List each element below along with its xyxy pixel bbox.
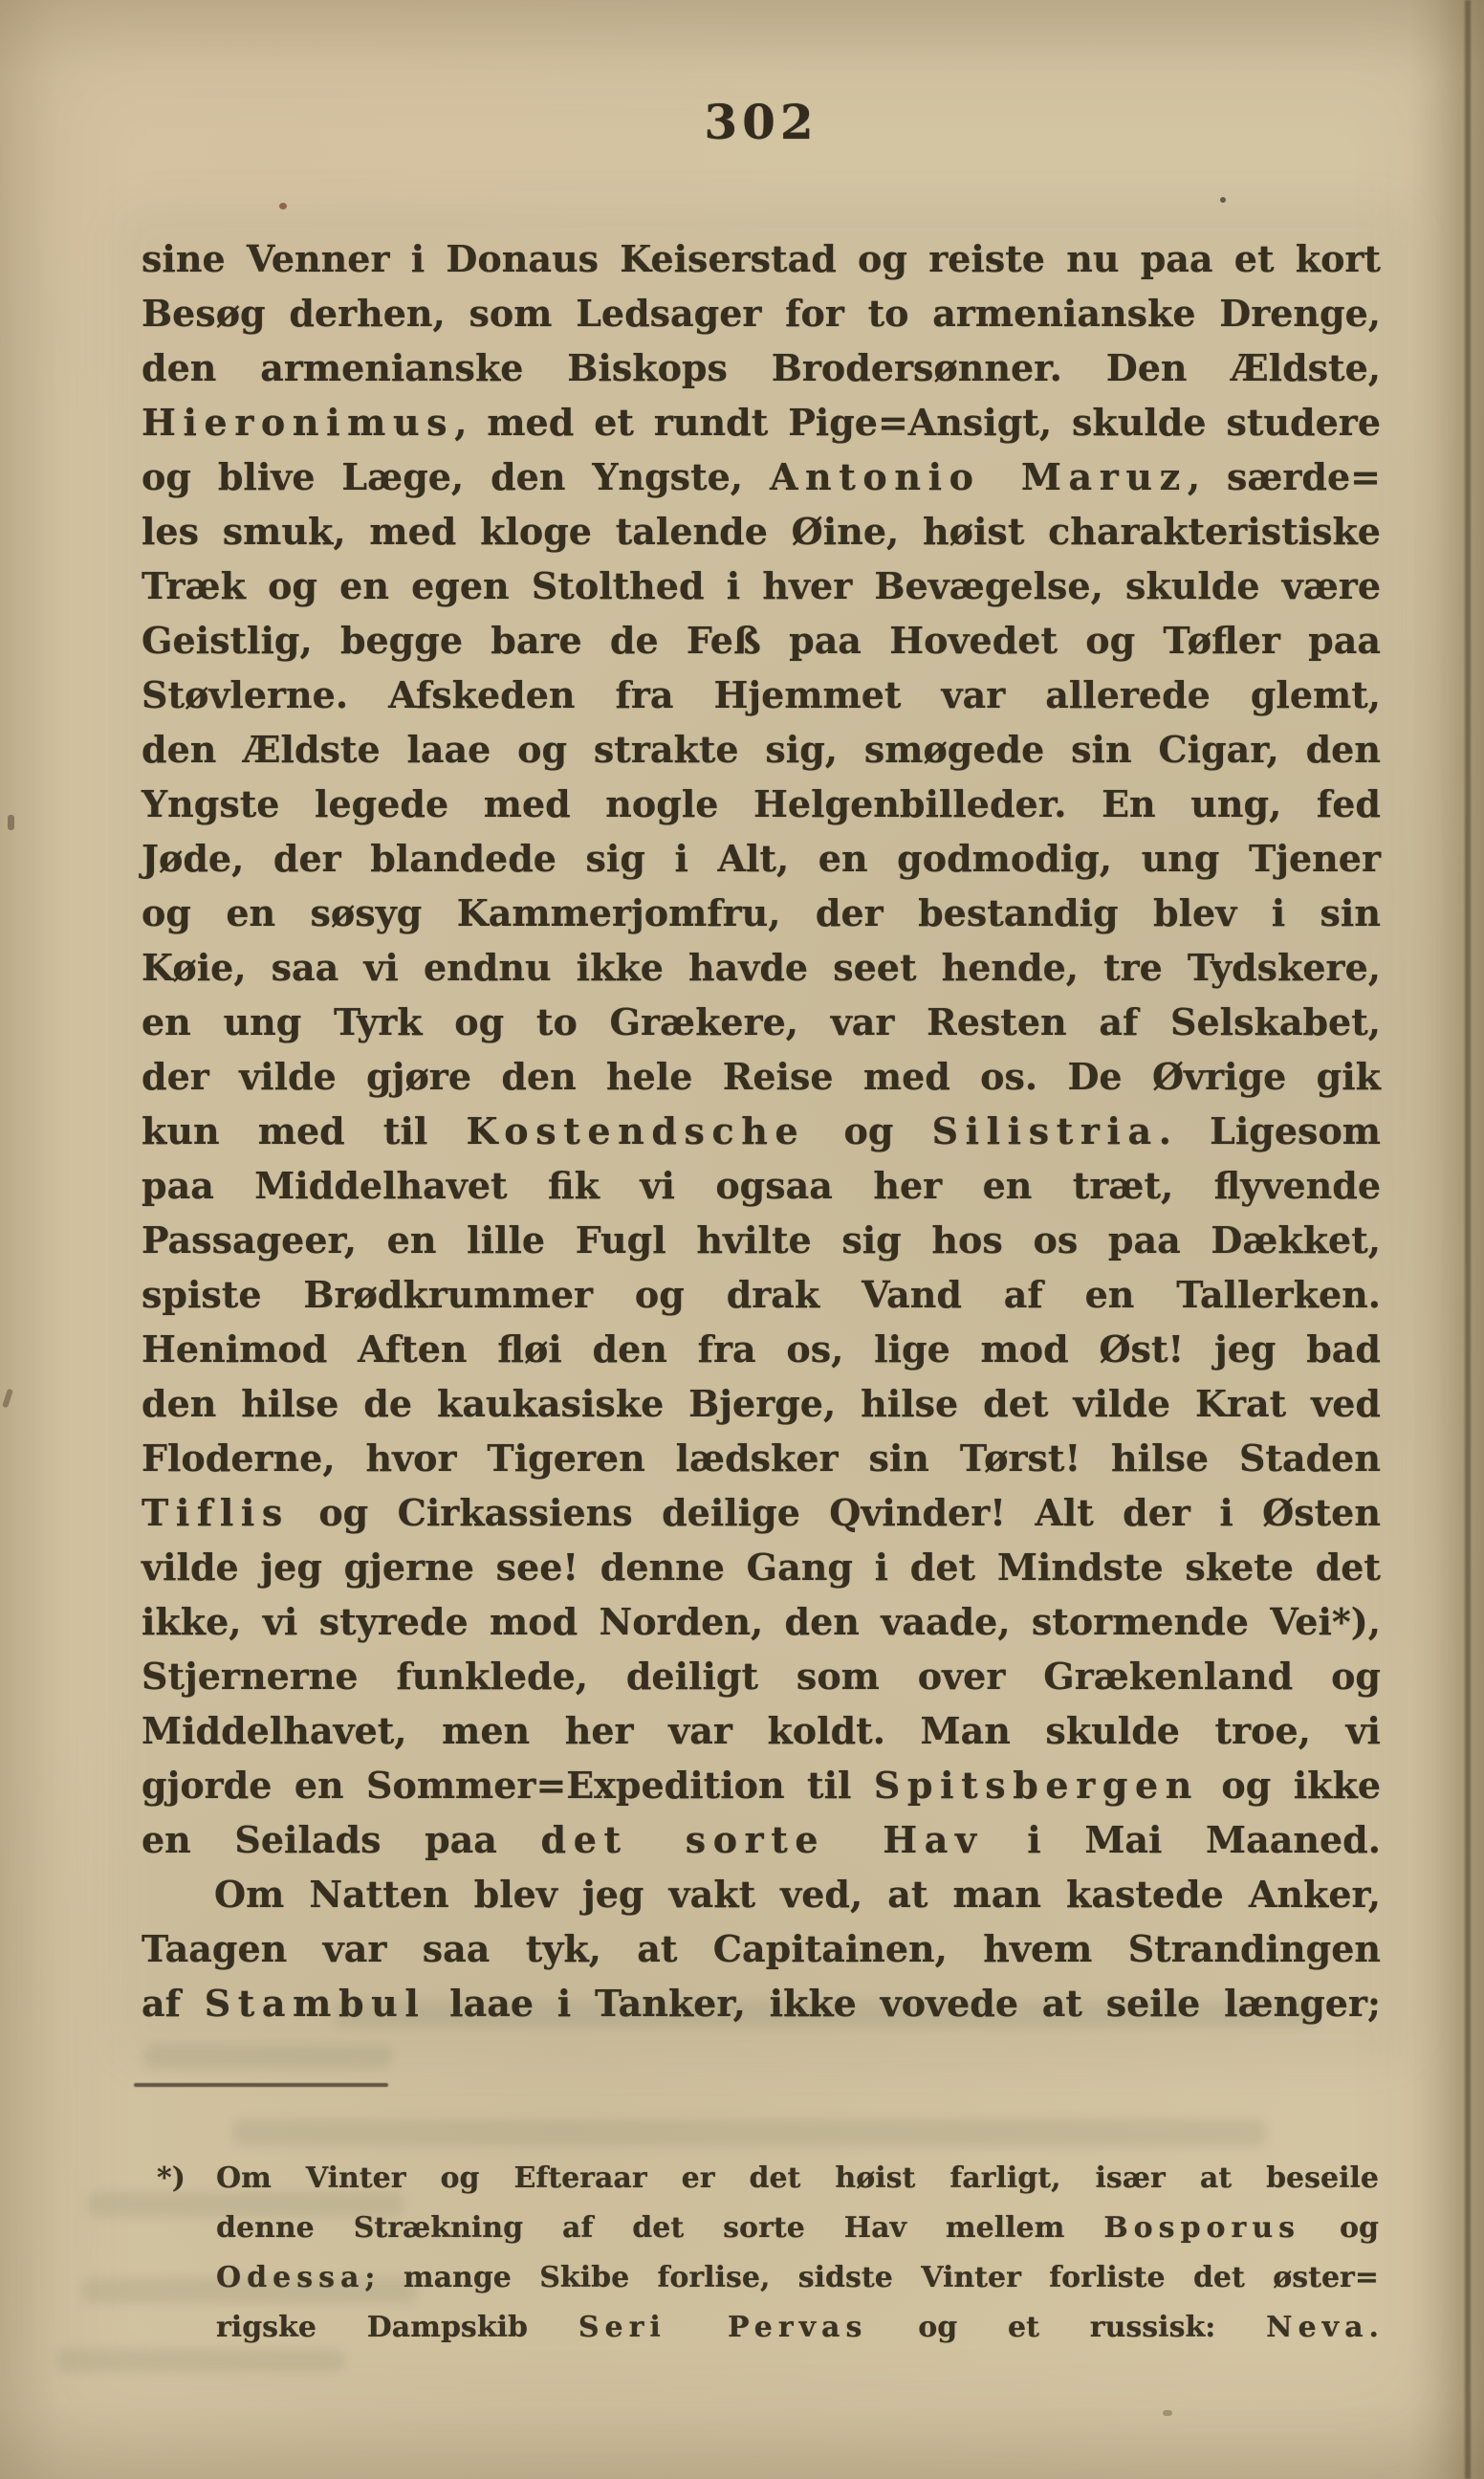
text-segment: Taagen var saa tyk, at Capitainen, hvem Strandingen (142, 1927, 1381, 1970)
text-line (142, 1267, 1381, 1322)
text-segment: af (142, 1982, 205, 2025)
text-segment: Yngste legede med nogle Helgenbilleder. En ung, fed (142, 782, 1381, 825)
text-line (142, 1540, 1381, 1594)
text-segment: Træk og en egen Stolthed i hver Bevægelse, skulde være (142, 564, 1381, 607)
text-segment: den armenianske Biskops Brodersønner. Den Ældste, (142, 346, 1381, 389)
text-segment: Floderne, hvor Tigeren lædsker sin Tørst! hilse Staden (142, 1437, 1381, 1480)
text-segment: . Ligesom (1158, 1109, 1382, 1152)
text-line (142, 1376, 1381, 1431)
text-line (142, 1213, 1381, 1267)
showthrough-smudge (143, 2045, 392, 2068)
text-segment: og (805, 1109, 932, 1152)
text-line (142, 1921, 1381, 1976)
text-line (142, 613, 1381, 668)
text-segment: . (1368, 2311, 1379, 2344)
text-segment: denne Strækning af det sorte Hav mellem (216, 2211, 1104, 2245)
text-segment: og blive Læge, den Yngste, (142, 455, 770, 498)
text-line (142, 1812, 1381, 1867)
text-line (216, 2253, 1379, 2303)
showthrough-smudge (233, 2119, 1266, 2146)
text-line (142, 1104, 1381, 1158)
text-segment: spiste Brødkrummer og drak Vand af en Tallerken. (142, 1273, 1381, 1316)
letterspaced-name: Seri Pervas (578, 2311, 868, 2344)
letterspaced-name: Hieronimus (142, 401, 455, 444)
text-segment: og ikke (1199, 1764, 1381, 1807)
text-segment: Om Vinter og Efteraar er det høist farligt, især at beseile (216, 2161, 1379, 2195)
letterspaced-name: Stambul (204, 1982, 426, 2025)
text-segment: den hilse de kaukasiske Bjerge, hilse det vilde Krat ved (142, 1382, 1381, 1425)
text-line (142, 286, 1381, 340)
text-line (142, 1649, 1381, 1703)
text-line (142, 1703, 1381, 1758)
text-line (142, 1867, 1381, 1921)
text-line (142, 1594, 1381, 1649)
text-line (142, 504, 1381, 559)
text-line (142, 395, 1381, 450)
text-segment: og Cirkassiens deilige Qvinder! Alt der i Østen (289, 1491, 1381, 1534)
text-segment: ; mange Skibe forlise, sidste Vinter forliste det øster= (364, 2261, 1379, 2294)
text-line (142, 1485, 1381, 1540)
text-line (142, 722, 1381, 777)
text-segment: Middelhavet, men her var koldt. Man skulde troe, vi (142, 1709, 1381, 1752)
text-line (142, 1158, 1381, 1213)
letterspaced-name: Spitsbergen (873, 1764, 1199, 1807)
text-line (142, 1758, 1381, 1812)
text-line (142, 777, 1381, 831)
text-line (142, 231, 1381, 286)
text-segment: paa Middelhavet fik vi ogsaa her en træt, flyvende (142, 1164, 1381, 1207)
text-line (142, 559, 1381, 613)
text-line (142, 1322, 1381, 1376)
text-segment: Henimod Aften fløi den fra os, lige mod Øst! jeg bad (142, 1327, 1381, 1371)
text-segment: Passageer, en lille Fugl hvilte sig hos os paa Dækket, (142, 1218, 1381, 1261)
text-segment: Jøde, der blandede sig i Alt, en godmodig, ung Tjener (142, 837, 1381, 880)
text-line (142, 668, 1381, 722)
ink-speck (2, 1389, 13, 1409)
letterspaced-name: Bosporus (1103, 2211, 1301, 2245)
letterspaced-name: Silistria (931, 1109, 1159, 1152)
letterspaced-name: Tiflis (142, 1491, 290, 1534)
text-segment: rigske Dampskib (216, 2311, 578, 2344)
ink-speck (8, 815, 14, 830)
text-segment: en Seilads paa (142, 1818, 541, 1861)
text-segment: , med et rundt Pige=Ansigt, skulde studere (454, 401, 1381, 444)
text-segment: Besøg derhen, som Ledsager for to armenianske Drenge, (142, 292, 1381, 335)
text-line (142, 886, 1381, 940)
letterspaced-name: Antonio Maruz (769, 455, 1188, 498)
main-text-block (142, 231, 1381, 2030)
text-segment: i Mai Maaned. (983, 1818, 1381, 1861)
text-line (142, 340, 1381, 395)
text-segment: ikke, vi styrede mod Norden, den vaade, stormende Vei*), (142, 1600, 1381, 1643)
text-segment: laae i Tanker, ikke vovede at seile længer; (426, 1982, 1382, 2025)
text-segment: Køie, saa vi endnu ikke havde seet hende, tre Tydskere, (142, 946, 1381, 989)
footnote-block (157, 2154, 1379, 2353)
letterspaced-name: Kostendsche (466, 1109, 806, 1152)
page-number: 302 (704, 94, 818, 150)
ink-speck (279, 203, 287, 209)
text-segment: sine Venner i Donaus Keiserstad og reiste nu paa et kort (142, 237, 1381, 280)
text-line (142, 1976, 1381, 2030)
text-line (142, 1049, 1381, 1104)
text-segment: og et russisk: (867, 2311, 1267, 2344)
text-segment: vilde jeg gjerne see! denne Gang i det Mindste skete det (142, 1546, 1381, 1589)
text-segment: og en søsyg Kammerjomfru, der bestandig blev i sin (142, 891, 1381, 934)
text-segment: Om Natten blev jeg vakt ved, at man kastede Anker, (214, 1873, 1381, 1916)
letterspaced-name: det sorte Hav (540, 1818, 984, 1861)
text-line (216, 2204, 1379, 2253)
footnote-asterisk-marker: *) (157, 2161, 186, 2195)
text-segment: Geistlig, begge bare de Feß paa Hovedet og Tøfler paa (142, 619, 1381, 662)
text-line (142, 1431, 1381, 1485)
text-segment: Støvlerne. Afskeden fra Hjemmet var allerede glemt, (142, 673, 1381, 716)
text-segment: les smuk, med kloge talende Øine, høist charakteristiske (142, 510, 1381, 553)
text-segment: kun med til (142, 1109, 467, 1152)
text-line (142, 831, 1381, 886)
text-segment: en ung Tyrk og to Grækere, var Resten af Selskabet, (142, 1000, 1381, 1043)
letterspaced-name: Neva (1266, 2311, 1369, 2344)
text-segment: Stjernerne funklede, deiligt som over Grækenland og (142, 1655, 1381, 1698)
text-line (142, 450, 1381, 504)
text-segment: gjorde en Sommer=Expedition til (142, 1764, 874, 1807)
text-line (142, 940, 1381, 995)
page-edge-shading (1434, 0, 1484, 2479)
text-segment: den Ældste laae og strakte sig, smøgede sin Cigar, den (142, 728, 1381, 771)
ink-speck (1163, 2410, 1172, 2416)
page-edge-line (1465, 0, 1471, 2479)
text-segment: , særde= (1187, 455, 1381, 498)
ink-speck (1220, 197, 1226, 203)
text-segment: og (1300, 2211, 1379, 2245)
text-line (216, 2303, 1379, 2353)
footnote-separator-rule (134, 2083, 388, 2087)
text-segment: der vilde gjøre den hele Reise med os. De Øvrige gik (142, 1055, 1381, 1098)
text-line (216, 2154, 1379, 2204)
letterspaced-name: Odessa (216, 2261, 365, 2294)
text-line (142, 995, 1381, 1049)
